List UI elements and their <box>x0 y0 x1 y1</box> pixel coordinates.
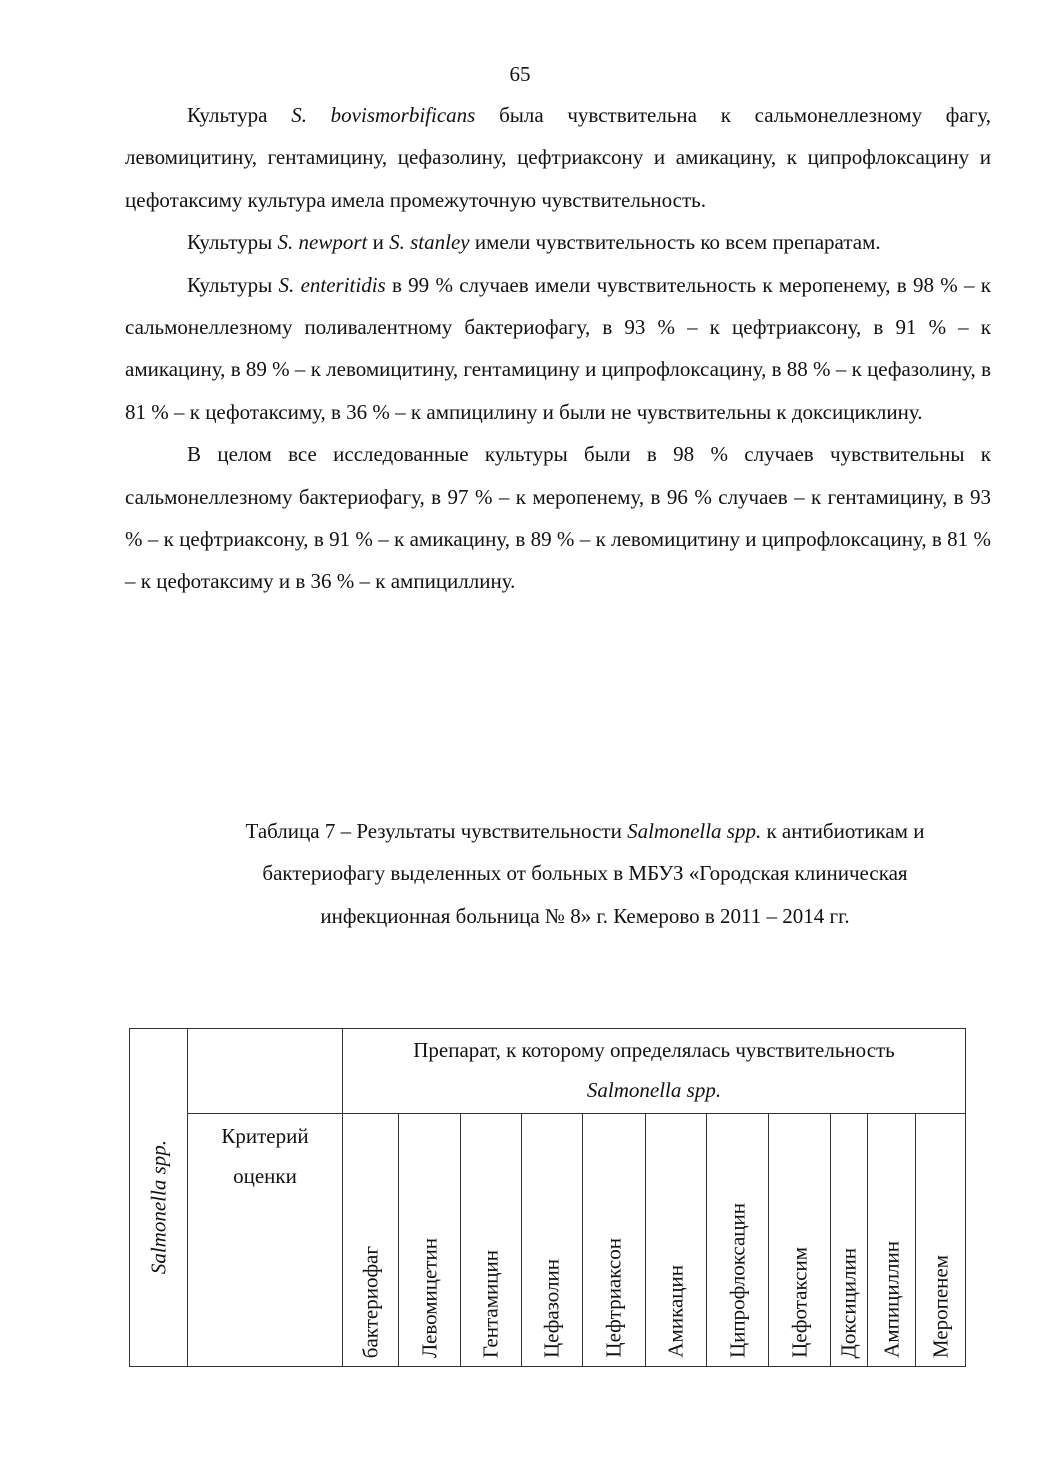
species-label: Salmonella spp. <box>146 1139 170 1274</box>
drug-name: Цефтриаксон <box>601 1238 626 1358</box>
paragraph <box>125 94 991 221</box>
species-name: S. stanley <box>389 230 470 255</box>
drug-column-header <box>831 1114 868 1367</box>
drug-name: Меропенем <box>928 1254 952 1358</box>
caption-text: к антибиотикам и <box>761 819 925 843</box>
drug-column-header <box>343 1114 399 1367</box>
drug-column-header <box>868 1114 916 1367</box>
species-name: S. bovismorbificans <box>291 103 476 127</box>
drug-name: Доксицилин <box>836 1247 861 1358</box>
drug-group-header-species: Salmonella spp. <box>586 1078 722 1102</box>
drug-name: Левомицетин <box>417 1237 441 1358</box>
paragraph-text: и <box>367 230 390 255</box>
paragraph-text: Культуры <box>187 230 278 255</box>
drug-column-header <box>707 1114 769 1367</box>
drug-name: бактериофаг <box>358 1245 382 1358</box>
drug-column-header <box>646 1114 707 1367</box>
paragraph-text: Культуры <box>187 272 279 297</box>
criterion-label: Критерий <box>221 1124 309 1148</box>
caption-line-1 <box>170 810 1000 852</box>
results-table <box>129 1028 966 1367</box>
drug-group-header-line: Препарат, к которому определялась чувствительность <box>413 1038 895 1062</box>
species-cell <box>130 1029 188 1367</box>
paragraph <box>125 433 991 603</box>
drug-name: Ципрофлоксацин <box>725 1203 749 1358</box>
paragraph-text: была чувствительна к сальмонеллезному фагу, левомицитину, гентамицину, цефазолину, цефтриаксону и амикацину, к ципрофлоксацину и цефотаксиму культура имела промежуточную чувствительность. <box>125 103 991 212</box>
drug-column-header <box>583 1114 646 1367</box>
criterion-label: оценки <box>233 1164 297 1188</box>
paragraph <box>125 264 991 434</box>
species-name: S. enteritidis <box>278 272 386 297</box>
paragraph-text: в 99 % случаев имели чувствительность к меропенему, в 98 % – к сальмонеллезному поливалентному бактериофагу, в 93 % – к цефтриаксону, в 91 % – к амикацину, в 89 % – к левомицитину, гентамицину и ципрофлоксацину, в 88 % – к цефазолину, в 81 % – к цефотаксиму, в 36 % – к ампицилину и были не чувствительны к доксициклину. <box>125 272 991 424</box>
drug-column-header <box>522 1114 583 1367</box>
caption-line-3: инфекционная больница № 8» г. Кемерово в 2011 – 2014 гг. <box>320 903 850 928</box>
drug-column-header <box>461 1114 522 1367</box>
drug-group-header <box>343 1029 966 1114</box>
drug-column-header <box>769 1114 831 1367</box>
paragraph-text: Культура <box>187 103 292 127</box>
body-text <box>125 94 991 603</box>
caption-species: Salmonella spp. <box>627 819 762 843</box>
drug-name: Ампициллин <box>879 1241 903 1358</box>
empty-header-cell <box>188 1029 343 1114</box>
paragraph-text: имели чувствительность ко всем препаратам. <box>469 230 881 255</box>
drug-column-header <box>399 1114 461 1367</box>
table-caption <box>170 810 1000 937</box>
page-number: 65 <box>509 62 531 86</box>
caption-line-2: бактериофагу выделенных от больных в МБУЗ «Городская клиническая <box>262 861 908 886</box>
criterion-cell <box>188 1114 343 1367</box>
drug-name: Цефотаксим <box>787 1247 811 1358</box>
caption-text: Таблица 7 – Результаты чувствительности <box>245 819 628 843</box>
drug-name: Гентамицин <box>478 1249 503 1358</box>
species-name: S. newport <box>277 230 368 255</box>
drug-name: Цефазолин <box>539 1258 564 1358</box>
drug-name: Амикацин <box>663 1265 688 1358</box>
paragraph-text: В целом все исследованные культуры были в 98 % случаев чувствительны к сальмонеллезному бактериофагу, в 97 % – к меропенему, в 96 % случаев – к гентамицину, в 93 % – к цефтриаксону, в 91 % – к амикацину, в 89 % – к левомицитину и ципрофлоксацину, в 81 % – к цефотаксиму и в 36 % – к ампициллину. <box>125 442 991 594</box>
drug-column-header <box>916 1114 966 1367</box>
paragraph <box>125 221 991 263</box>
